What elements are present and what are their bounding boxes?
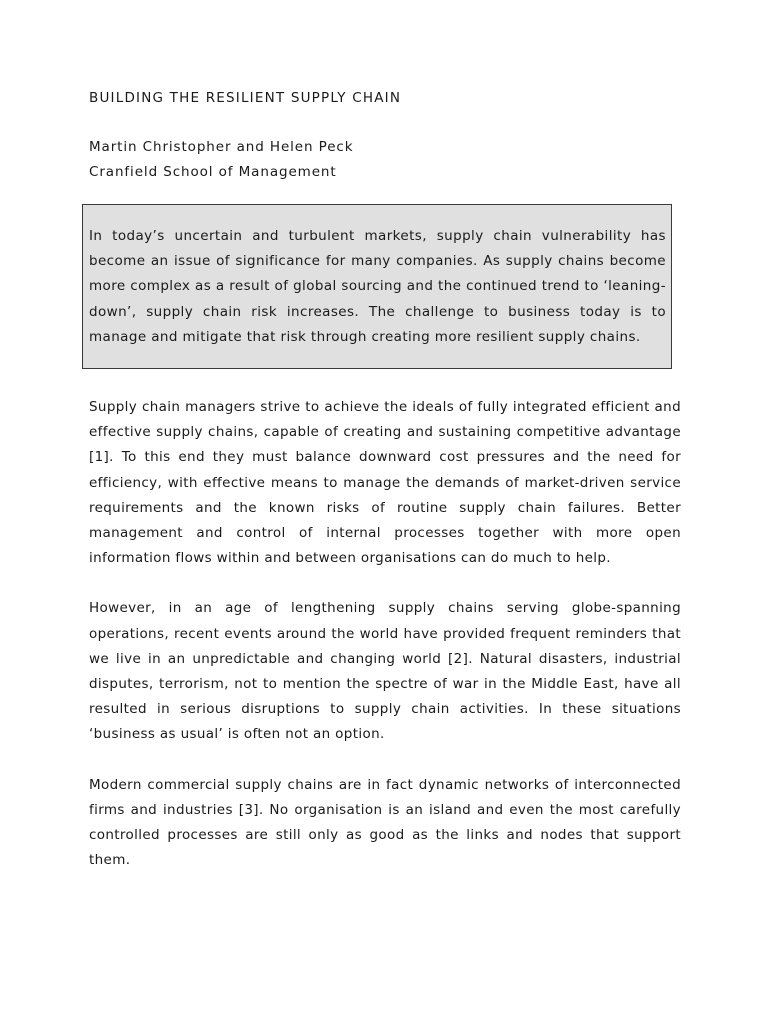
body-paragraph-2: However, in an age of lengthening supply chains serving globe-spanning operations, recent events around the world have provided frequent reminders that we live in an unpredictable and changing world [2]. Natural disasters, industrial disputes, terrorism, not to mention the spectre of war in the Middle East, have all resulted in serious disruptions to supply chain activities. In these situations ‘business as usual’ is often not an option. (89, 600, 681, 743)
body-paragraph-3: Modern commercial supply chains are in fact dynamic networks of interconnected firms and industries [3]. No organisation is an island and even the most carefully controlled processes are still only as good as the links and nodes that support them. (89, 776, 681, 869)
document-title: BUILDING THE RESILIENT SUPPLY CHAIN (89, 90, 402, 106)
document-authors: Martin Christopher and Helen Peck (89, 139, 354, 155)
body-paragraph-1: Supply chain managers strive to achieve the ideals of fully integrated efficient and effective supply chains, capable of creating and sustaining competitive advantage [1]. To this end they must balance downward cost pressures and the need for efficiency, with effective means to manage the demands of market-driven service requirements and the known risks of routine supply chain failures. Better management and control of internal processes together with more open information flows within and between organisations can do much to help. (89, 399, 681, 567)
document-page (89, 86, 681, 898)
abstract-box (82, 204, 672, 369)
document-affiliation: Cranfield School of Management (89, 164, 337, 180)
abstract-text: In today’s uncertain and turbulent markets, supply chain vulnerability has become an issue of significance for many companies. As supply chains become more complex as a result of global sourcing and the continued trend to ‘leaning-down’, supply chain risk increases. The challenge to business today is to manage and mitigate that risk through creating more resilient supply chains. (89, 228, 666, 345)
